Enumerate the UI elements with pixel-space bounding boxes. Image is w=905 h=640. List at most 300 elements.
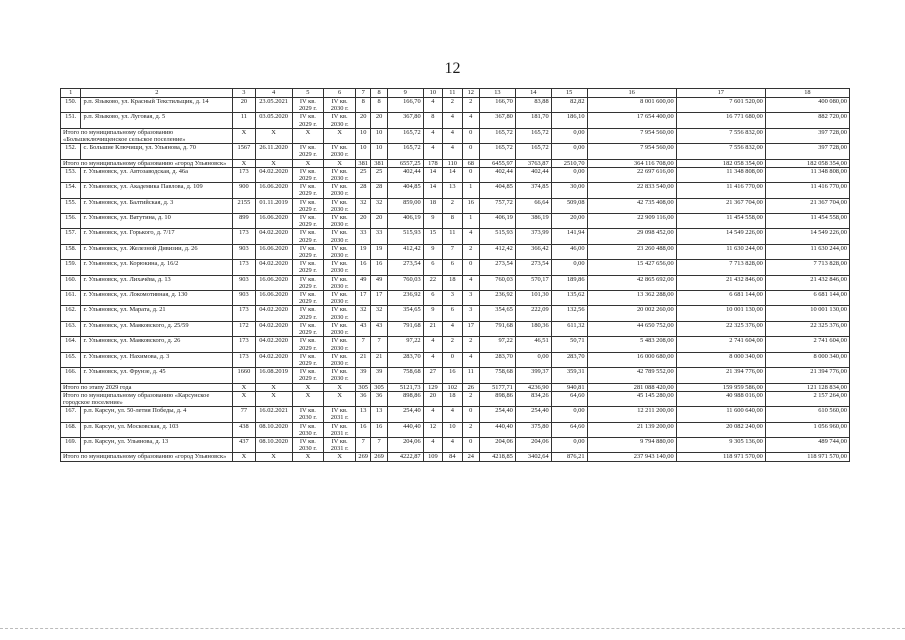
cell-c18: 882 720,00 [765, 113, 849, 128]
cell-c15: 283,70 [551, 352, 587, 367]
cell-c9: 166,70 [387, 98, 423, 113]
row-number: 159. [61, 260, 81, 275]
cell-c16: 45 145 280,00 [587, 391, 676, 406]
cell-c13: 404,85 [479, 183, 515, 198]
cell-c8: 7 [371, 337, 387, 352]
cell-c7: 7 [356, 337, 371, 352]
cell-c5: X [292, 159, 324, 167]
cell-c9: 440,40 [387, 422, 423, 437]
cell-c13: 402,44 [479, 167, 515, 182]
cell-c3: 437 [233, 437, 256, 452]
cell-c12: 4 [462, 275, 479, 290]
cell-c13: 757,72 [479, 198, 515, 213]
table-row [61, 422, 850, 437]
cell-c13: 354,65 [479, 306, 515, 321]
cell-c6: IV кв. 2030 г. [324, 113, 356, 128]
cell-c18: 489 744,00 [765, 437, 849, 452]
cell-c5: IV кв. 2029 г. [292, 113, 324, 128]
cell-c11: 14 [443, 167, 462, 182]
cell-c8: 16 [371, 422, 387, 437]
cell-c7: 381 [356, 159, 371, 167]
cell-c3: 173 [233, 260, 256, 275]
column-number: 14 [515, 89, 551, 98]
table-row [61, 183, 850, 198]
cell-c3: 438 [233, 422, 256, 437]
cell-c13: 412,42 [479, 244, 515, 259]
cell-c14: 834,26 [515, 391, 551, 406]
cell-c18: 11 630 244,00 [765, 244, 849, 259]
column-number: 13 [479, 89, 515, 98]
cell-c9: 4222,87 [387, 453, 423, 461]
cell-c8: 21 [371, 352, 387, 367]
cell-c3: 20 [233, 98, 256, 113]
cell-c14: 165,72 [515, 128, 551, 143]
cell-c14: 366,42 [515, 244, 551, 259]
cell-c9: 406,19 [387, 214, 423, 229]
cell-c13: 165,72 [479, 144, 515, 159]
table-row [61, 244, 850, 259]
cell-c15: 940,81 [551, 383, 587, 391]
address-cell: г. Ульяновск, ул. Корюкина, д. 16/2 [81, 260, 233, 275]
cell-c4: X [255, 128, 292, 143]
cell-c17: 11 600 640,00 [676, 407, 765, 422]
cell-c7: 305 [356, 383, 371, 391]
cell-c9: 515,93 [387, 229, 423, 244]
cell-c18: 400 080,00 [765, 98, 849, 113]
cell-c11: 4 [443, 321, 462, 336]
cell-c3: 173 [233, 229, 256, 244]
cell-c11: 4 [443, 128, 462, 143]
cell-c5: IV кв. 2029 г. [292, 337, 324, 352]
cell-c12: 24 [462, 453, 479, 461]
cell-c8: 36 [371, 391, 387, 406]
cell-c8: 7 [371, 437, 387, 452]
cell-c5: IV кв. 2029 г. [292, 244, 324, 259]
table-row [61, 352, 850, 367]
cell-c7: 36 [356, 391, 371, 406]
cell-c10: 4 [423, 437, 442, 452]
cell-c9: 165,72 [387, 128, 423, 143]
cell-c15: 141,94 [551, 229, 587, 244]
cell-c5: IV кв. 2030 г. [292, 422, 324, 437]
cell-c16: 16 000 680,00 [587, 352, 676, 367]
cell-c15: 0,00 [551, 128, 587, 143]
column-number: 5 [292, 89, 324, 98]
cell-c17: 21 432 846,00 [676, 275, 765, 290]
total-row [61, 391, 850, 406]
cell-c10: 4 [423, 352, 442, 367]
cell-c12: 4 [462, 113, 479, 128]
column-number: 6 [324, 89, 356, 98]
total-row [61, 128, 850, 143]
cell-c13: 4218,85 [479, 453, 515, 461]
cell-c6: IV кв. 2030 г. [324, 98, 356, 113]
address-cell: р.п. Карсун, ул. Московская, д. 103 [81, 422, 233, 437]
cell-c10: 20 [423, 391, 442, 406]
cell-c6: IV кв. 2030 г. [324, 306, 356, 321]
cell-c16: 44 650 752,00 [587, 321, 676, 336]
cell-c3: 172 [233, 321, 256, 336]
row-number: 155. [61, 198, 81, 213]
address-cell: г. Ульяновск, ул. Академика Павлова, д. 109 [81, 183, 233, 198]
cell-c5: IV кв. 2029 г. [292, 306, 324, 321]
column-number: 9 [387, 89, 423, 98]
cell-c9: 6557,25 [387, 159, 423, 167]
column-number: 4 [255, 89, 292, 98]
cell-c6: IV кв. 2030 г. [324, 352, 356, 367]
register-table [60, 88, 850, 462]
table-row [61, 275, 850, 290]
cell-c16: 13 362 288,00 [587, 291, 676, 306]
cell-c13: 165,72 [479, 128, 515, 143]
cell-c17: 16 771 680,00 [676, 113, 765, 128]
row-number: 158. [61, 244, 81, 259]
cell-c16: 12 211 200,00 [587, 407, 676, 422]
cell-c8: 19 [371, 244, 387, 259]
cell-c18: 21 432 846,00 [765, 275, 849, 290]
cell-c8: 381 [371, 159, 387, 167]
total-row [61, 453, 850, 461]
cell-c7: 7 [356, 437, 371, 452]
table-row [61, 229, 850, 244]
cell-c17: 20 082 240,00 [676, 422, 765, 437]
cell-c17: 7 601 520,00 [676, 98, 765, 113]
total-row [61, 383, 850, 391]
cell-c13: 97,22 [479, 337, 515, 352]
table-row [61, 144, 850, 159]
cell-c3: 899 [233, 214, 256, 229]
cell-c11: 8 [443, 214, 462, 229]
cell-c3: 173 [233, 306, 256, 321]
column-number: 12 [462, 89, 479, 98]
cell-c4: 04.02.2020 [255, 229, 292, 244]
cell-c5: IV кв. 2029 г. [292, 352, 324, 367]
cell-c6: IV кв. 2030 г. [324, 337, 356, 352]
cell-c6: X [324, 391, 356, 406]
cell-c10: 8 [423, 113, 442, 128]
cell-c14: 375,80 [515, 422, 551, 437]
cell-c12: 4 [462, 229, 479, 244]
cell-c4: 16.02.2021 [255, 407, 292, 422]
cell-c12: 68 [462, 159, 479, 167]
cell-c17: 7 713 828,00 [676, 260, 765, 275]
row-number: 165. [61, 352, 81, 367]
cell-c11: 6 [443, 260, 462, 275]
row-number: 166. [61, 368, 81, 383]
cell-c11: 102 [443, 383, 462, 391]
column-number: 8 [371, 89, 387, 98]
cell-c7: 10 [356, 144, 371, 159]
cell-c16: 22 833 540,00 [587, 183, 676, 198]
cell-c6: X [324, 453, 356, 461]
address-cell: р.п. Карсун, ул. Ульянова, д. 13 [81, 437, 233, 452]
cell-c9: 254,40 [387, 407, 423, 422]
cell-c4: 16.06.2020 [255, 244, 292, 259]
cell-c10: 14 [423, 183, 442, 198]
cell-c18: 7 713 828,00 [765, 260, 849, 275]
column-number-row [61, 89, 850, 98]
address-cell: г. Ульяновск, ул. Маяковского, д. 26 [81, 337, 233, 352]
cell-c3: 11 [233, 113, 256, 128]
table-row [61, 407, 850, 422]
cell-c5: IV кв. 2029 г. [292, 214, 324, 229]
cell-c4: 16.06.2020 [255, 275, 292, 290]
cell-c15: 132,56 [551, 306, 587, 321]
cell-c4: 04.02.2020 [255, 260, 292, 275]
cell-c9: 97,22 [387, 337, 423, 352]
cell-c14: 374,85 [515, 183, 551, 198]
total-label: Итого по муниципальному образованию «Карсунское городское поселение» [61, 391, 233, 406]
cell-c6: IV кв. 2031 г. [324, 437, 356, 452]
cell-c15: 0,00 [551, 260, 587, 275]
cell-c18: 2 157 264,00 [765, 391, 849, 406]
cell-c5: X [292, 391, 324, 406]
cell-c12: 3 [462, 291, 479, 306]
cell-c16: 42 865 692,00 [587, 275, 676, 290]
cell-c11: 84 [443, 453, 462, 461]
cell-c15: 30,00 [551, 183, 587, 198]
cell-c12: 0 [462, 167, 479, 182]
cell-c4: 04.02.2020 [255, 337, 292, 352]
cell-c18: 14 549 226,00 [765, 229, 849, 244]
cell-c5: IV кв. 2029 г. [292, 260, 324, 275]
cell-c14: 386,19 [515, 214, 551, 229]
cell-c10: 4 [423, 98, 442, 113]
cell-c16: 21 139 200,00 [587, 422, 676, 437]
cell-c7: 28 [356, 183, 371, 198]
total-row [61, 159, 850, 167]
cell-c17: 14 549 226,00 [676, 229, 765, 244]
cell-c15: 186,10 [551, 113, 587, 128]
column-number: 15 [551, 89, 587, 98]
column-number: 11 [443, 89, 462, 98]
cell-c7: 20 [356, 214, 371, 229]
cell-c13: 515,93 [479, 229, 515, 244]
cell-c5: IV кв. 2029 г. [292, 321, 324, 336]
cell-c9: 283,70 [387, 352, 423, 367]
cell-c11: 2 [443, 337, 462, 352]
cell-c17: 10 001 130,00 [676, 306, 765, 321]
address-cell: г. Ульяновск, ул. Марата, д. 21 [81, 306, 233, 321]
cell-c17: 21 394 776,00 [676, 368, 765, 383]
table-row [61, 368, 850, 383]
cell-c18: 182 058 354,00 [765, 159, 849, 167]
cell-c14: 273,54 [515, 260, 551, 275]
cell-c14: 0,00 [515, 352, 551, 367]
cell-c16: 22 909 116,00 [587, 214, 676, 229]
row-number: 157. [61, 229, 81, 244]
cell-c3: 1567 [233, 144, 256, 159]
cell-c9: 859,00 [387, 198, 423, 213]
table-row [61, 337, 850, 352]
cell-c9: 760,03 [387, 275, 423, 290]
address-cell: г. Ульяновск, ул. Локомотивная, д. 130 [81, 291, 233, 306]
cell-c8: 43 [371, 321, 387, 336]
cell-c8: 13 [371, 407, 387, 422]
cell-c12: 2 [462, 337, 479, 352]
cell-c13: 5177,71 [479, 383, 515, 391]
cell-c4: 16.06.2020 [255, 183, 292, 198]
cell-c3: 1660 [233, 368, 256, 383]
address-cell: с. Большие Ключищи, ул. Ульянова, д. 70 [81, 144, 233, 159]
cell-c7: 32 [356, 306, 371, 321]
table-row [61, 437, 850, 452]
cell-c12: 0 [462, 407, 479, 422]
table-row [61, 167, 850, 182]
cell-c3: 900 [233, 183, 256, 198]
total-label: Итого по муниципальному образованию «Большеключищенское сельское поселение» [61, 128, 233, 143]
cell-c16: 5 483 208,00 [587, 337, 676, 352]
cell-c14: 399,37 [515, 368, 551, 383]
cell-c17: 182 058 354,00 [676, 159, 765, 167]
cell-c12: 17 [462, 321, 479, 336]
cell-c6: IV кв. 2030 г. [324, 291, 356, 306]
column-number: 2 [81, 89, 233, 98]
cell-c3: X [233, 383, 256, 391]
row-number: 152. [61, 144, 81, 159]
cell-c3: X [233, 159, 256, 167]
column-number: 3 [233, 89, 256, 98]
cell-c3: 903 [233, 291, 256, 306]
cell-c10: 15 [423, 229, 442, 244]
table-row [61, 291, 850, 306]
cell-c18: 11 348 808,00 [765, 167, 849, 182]
cell-c5: IV кв. 2029 г. [292, 291, 324, 306]
cell-c18: 21 367 704,00 [765, 198, 849, 213]
cell-c9: 354,65 [387, 306, 423, 321]
cell-c15: 0,00 [551, 407, 587, 422]
table-row [61, 113, 850, 128]
cell-c6: IV кв. 2030 г. [324, 260, 356, 275]
cell-c12: 0 [462, 144, 479, 159]
cell-c16: 9 794 880,00 [587, 437, 676, 452]
cell-c11: 4 [443, 437, 462, 452]
cell-c18: 10 001 130,00 [765, 306, 849, 321]
cell-c9: 404,85 [387, 183, 423, 198]
cell-c10: 178 [423, 159, 442, 167]
cell-c14: 165,72 [515, 144, 551, 159]
cell-c15: 135,62 [551, 291, 587, 306]
cell-c10: 27 [423, 368, 442, 383]
cell-c13: 791,68 [479, 321, 515, 336]
cell-c16: 22 697 616,00 [587, 167, 676, 182]
cell-c8: 10 [371, 144, 387, 159]
cell-c6: X [324, 383, 356, 391]
cell-c17: 22 325 376,00 [676, 321, 765, 336]
cell-c15: 46,00 [551, 244, 587, 259]
cell-c12: 0 [462, 128, 479, 143]
cell-c13: 204,06 [479, 437, 515, 452]
cell-c8: 39 [371, 368, 387, 383]
cell-c4: 16.08.2019 [255, 368, 292, 383]
address-cell: г. Ульяновск, ул. Лихачёва, д. 13 [81, 275, 233, 290]
cell-c7: 32 [356, 198, 371, 213]
cell-c13: 367,80 [479, 113, 515, 128]
cell-c7: 8 [356, 98, 371, 113]
cell-c16: 7 954 560,00 [587, 144, 676, 159]
cell-c4: 08.10.2020 [255, 437, 292, 452]
cell-c10: 12 [423, 422, 442, 437]
cell-c5: IV кв. 2029 г. [292, 275, 324, 290]
cell-c17: 11 630 244,00 [676, 244, 765, 259]
cell-c4: 16.06.2020 [255, 214, 292, 229]
address-cell: г. Ульяновск, ул. Горького, д. 7/17 [81, 229, 233, 244]
cell-c14: 66,64 [515, 198, 551, 213]
cell-c6: IV кв. 2030 г. [324, 368, 356, 383]
cell-c6: IV кв. 2031 г. [324, 422, 356, 437]
cell-c8: 32 [371, 198, 387, 213]
cell-c11: 18 [443, 275, 462, 290]
table-body [61, 89, 850, 462]
cell-c15: 2510,70 [551, 159, 587, 167]
cell-c10: 21 [423, 321, 442, 336]
column-number: 17 [676, 89, 765, 98]
cell-c7: 20 [356, 113, 371, 128]
cell-c17: 11 454 558,00 [676, 214, 765, 229]
cell-c9: 791,68 [387, 321, 423, 336]
cell-c10: 4 [423, 407, 442, 422]
cell-c17: 7 556 832,00 [676, 144, 765, 159]
cell-c10: 4 [423, 128, 442, 143]
cell-c4: X [255, 383, 292, 391]
cell-c6: IV кв. 2030 г. [324, 183, 356, 198]
cell-c13: 6455,97 [479, 159, 515, 167]
cell-c12: 1 [462, 214, 479, 229]
cell-c3: 173 [233, 352, 256, 367]
cell-c8: 8 [371, 98, 387, 113]
row-number: 151. [61, 113, 81, 128]
cell-c14: 46,51 [515, 337, 551, 352]
cell-c14: 3763,87 [515, 159, 551, 167]
cell-c18: 610 560,00 [765, 407, 849, 422]
cell-c18: 11 454 558,00 [765, 214, 849, 229]
cell-c16: 20 002 260,00 [587, 306, 676, 321]
cell-c10: 6 [423, 291, 442, 306]
address-cell: г. Ульяновск, ул. Маяковского, д. 25/59 [81, 321, 233, 336]
address-cell: р.п. Карсун, ул. 50-летия Победы, д. 4 [81, 407, 233, 422]
cell-c15: 509,08 [551, 198, 587, 213]
cell-c11: 11 [443, 229, 462, 244]
cell-c15: 64,60 [551, 391, 587, 406]
cell-c6: IV кв. 2030 г. [324, 144, 356, 159]
total-label: Итого по муниципальному образованию «город Ульяновск» [61, 159, 233, 167]
cell-c6: IV кв. 2030 г. [324, 321, 356, 336]
cell-c18: 21 394 776,00 [765, 368, 849, 383]
cell-c15: 189,86 [551, 275, 587, 290]
cell-c8: 17 [371, 291, 387, 306]
table-row [61, 260, 850, 275]
cell-c13: 236,92 [479, 291, 515, 306]
cell-c12: 4 [462, 352, 479, 367]
cell-c9: 898,86 [387, 391, 423, 406]
cell-c5: IV кв. 2029 г. [292, 98, 324, 113]
cell-c12: 2 [462, 422, 479, 437]
cell-c6: X [324, 128, 356, 143]
row-number: 168. [61, 422, 81, 437]
table-row [61, 306, 850, 321]
cell-c17: 2 741 604,00 [676, 337, 765, 352]
cell-c17: 11 348 808,00 [676, 167, 765, 182]
page-number: 12 [444, 60, 461, 77]
cell-c11: 13 [443, 183, 462, 198]
cell-c14: 373,99 [515, 229, 551, 244]
cell-c8: 269 [371, 453, 387, 461]
column-number: 7 [356, 89, 371, 98]
cell-c6: IV кв. 2030 г. [324, 275, 356, 290]
cell-c12: 2 [462, 244, 479, 259]
cell-c5: IV кв. 2029 г. [292, 198, 324, 213]
cell-c8: 32 [371, 306, 387, 321]
